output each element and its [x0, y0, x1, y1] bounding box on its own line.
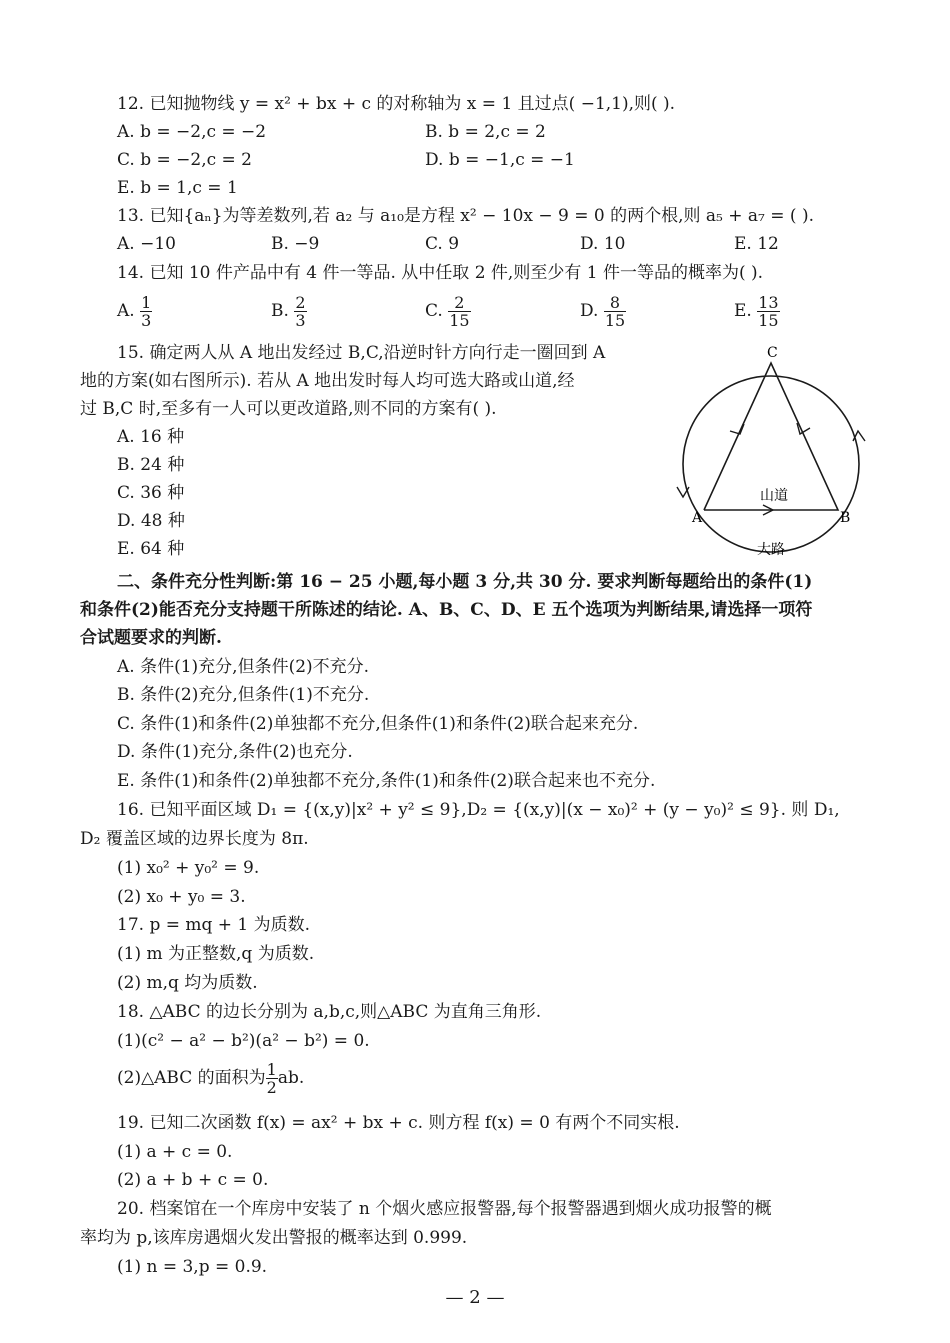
q12-option-d: D. b = −1,c = −1 — [425, 150, 575, 170]
section2-heading-line-3: 合试题要求的判断. — [80, 628, 222, 648]
q20-condition-1: (1) n = 3,p = 0.9. — [117, 1257, 268, 1277]
q14-option-b-fraction: $\frac{2}{3}$ — [295, 293, 306, 330]
page-number: — 2 — — [445, 1287, 505, 1308]
q16-condition-2: (2) x₀ + y₀ = 3. — [117, 887, 246, 907]
label-main-road: 大路 — [757, 542, 785, 558]
judgement-option-a: A. 条件(1)充分,但条件(2)不充分. — [117, 657, 370, 677]
judgement-option-e: E. 条件(1)和条件(2)单独都不充分,条件(1)和条件(2)联合起来也不充分. — [117, 771, 656, 791]
q12-option-a: A. b = −2,c = −2 — [117, 122, 267, 142]
q16-condition-1: (1) x₀² + y₀² = 9. — [117, 858, 260, 878]
main-road-circle — [683, 376, 859, 552]
q18-half-fraction: $\frac{1}{2}$ — [266, 1060, 277, 1097]
q20-line-1: 20. 档案馆在一个库房中安装了 n 个烟火感应报警器,每个报警器遇到烟火成功报警的概 — [117, 1199, 772, 1219]
q13-option-b: B. −9 — [271, 234, 320, 254]
q14-stem: 14. 已知 10 件产品中有 4 件一等品. 从中任取 2 件,则至少有 1 件一等品的概率为( ). — [117, 263, 764, 283]
q12-option-b: B. b = 2,c = 2 — [425, 122, 546, 142]
q15-option-a: A. 16 种 — [117, 427, 185, 447]
route-diagram — [660, 340, 900, 570]
q18-condition-2-text: (2)△ABC 的面积为 — [117, 1068, 266, 1088]
q14-option-c — [425, 294, 471, 329]
q14-option-d-fraction: $\frac{8}{15}$ — [604, 293, 626, 330]
q13-option-a: A. −10 — [117, 234, 176, 254]
q14-option-d-letter: D. — [580, 301, 599, 321]
q19-condition-2: (2) a + b + c = 0. — [117, 1170, 269, 1190]
q13-stem: 13. 已知{aₙ}为等差数列,若 a₂ 与 a₁₀是方程 x² − 10x − 9 = 0 的两个根,则 a₅ + a₇ = ( ). — [117, 206, 814, 226]
section2-heading-line-1: 二、条件充分性判断:第 16 − 25 小题,每小题 3 分,共 30 分. 要求判断每题给出的条件(1) — [117, 572, 813, 592]
q13-option-c: C. 9 — [425, 234, 460, 254]
q20-line-2: 率均为 p,该库房遇烟火发出警报的概率达到 0.999. — [80, 1228, 468, 1248]
judgement-option-b: B. 条件(2)充分,但条件(1)不充分. — [117, 685, 370, 705]
q17-condition-2: (2) m,q 均为质数. — [117, 973, 258, 993]
q13-option-d: D. 10 — [580, 234, 626, 254]
q15-line-2: 地的方案(如右图所示). 若从 A 地出发时每人均可选大路或山道,经 — [80, 371, 575, 391]
label-mountain-road: 山道 — [760, 488, 788, 504]
q14-option-c-letter: C. — [425, 301, 443, 321]
q18-condition-2 — [117, 1061, 304, 1096]
q19-stem: 19. 已知二次函数 f(x) = ax² + bx + c. 则方程 f(x) = 0 有两个不同实根. — [117, 1113, 680, 1133]
q15-option-e: E. 64 种 — [117, 539, 185, 559]
q15-line-1: 15. 确定两人从 A 地出发经过 B,C,沿逆时针方向行走一圈回到 A — [117, 343, 606, 363]
q17-condition-1: (1) m 为正整数,q 为质数. — [117, 944, 315, 964]
q14-option-e-letter: E. — [734, 301, 752, 321]
q12-option-c: C. b = −2,c = 2 — [117, 150, 252, 170]
q12-stem: 12. 已知抛物线 y = x² + bx + c 的对称轴为 x = 1 且过点( −1,1),则( ). — [117, 94, 676, 114]
q14-option-a-letter: A. — [117, 301, 135, 321]
q14-option-a-fraction: $\frac{1}{3}$ — [141, 293, 152, 330]
q17-stem: 17. p = mq + 1 为质数. — [117, 915, 311, 935]
q14-option-b — [271, 294, 307, 329]
q14-option-d — [580, 294, 626, 329]
q16-line-1: 16. 已知平面区域 D₁ = {(x,y)|x² + y² ≤ 9},D₂ = {(x,y)|(x − x₀)² + (y − y₀)² ≤ 9}. 则 D₁, — [117, 800, 840, 820]
q13-option-e: E. 12 — [734, 234, 779, 254]
q14-option-b-letter: B. — [271, 301, 289, 321]
q15-option-c: C. 36 种 — [117, 483, 185, 503]
label-b: B — [840, 510, 851, 526]
q15-line-3: 过 B,C 时,至多有一人可以更改道路,则不同的方案有( ). — [80, 399, 497, 419]
judgement-option-d: D. 条件(1)充分,条件(2)也充分. — [117, 742, 353, 762]
q14-option-a — [117, 294, 152, 329]
q18-condition-2-tail: ab. — [277, 1068, 305, 1088]
q14-option-c-fraction: $\frac{2}{15}$ — [449, 293, 470, 330]
q18-stem: 18. △ABC 的边长分别为 a,b,c,则△ABC 为直角三角形. — [117, 1002, 542, 1022]
label-a: A — [692, 510, 703, 526]
q14-option-e — [734, 294, 780, 329]
q12-option-e: E. b = 1,c = 1 — [117, 178, 238, 198]
q14-option-e-fraction: $\frac{13}{15}$ — [758, 293, 779, 330]
q19-condition-1: (1) a + c = 0. — [117, 1142, 233, 1162]
q18-condition-1: (1)(c² − a² − b²)(a² − b²) = 0. — [117, 1031, 370, 1051]
q15-option-b: B. 24 种 — [117, 455, 185, 475]
judgement-option-c: C. 条件(1)和条件(2)单独都不充分,但条件(1)和条件(2)联合起来充分. — [117, 714, 639, 734]
section2-heading-line-2: 和条件(2)能否充分支持题干所陈述的结论. A、B、C、D、E 五个选项为判断结果,请选择一项符 — [80, 600, 813, 620]
q16-line-2: D₂ 覆盖区域的边界长度为 8π. — [80, 829, 309, 849]
label-c: C — [767, 345, 778, 361]
q15-option-d: D. 48 种 — [117, 511, 185, 531]
